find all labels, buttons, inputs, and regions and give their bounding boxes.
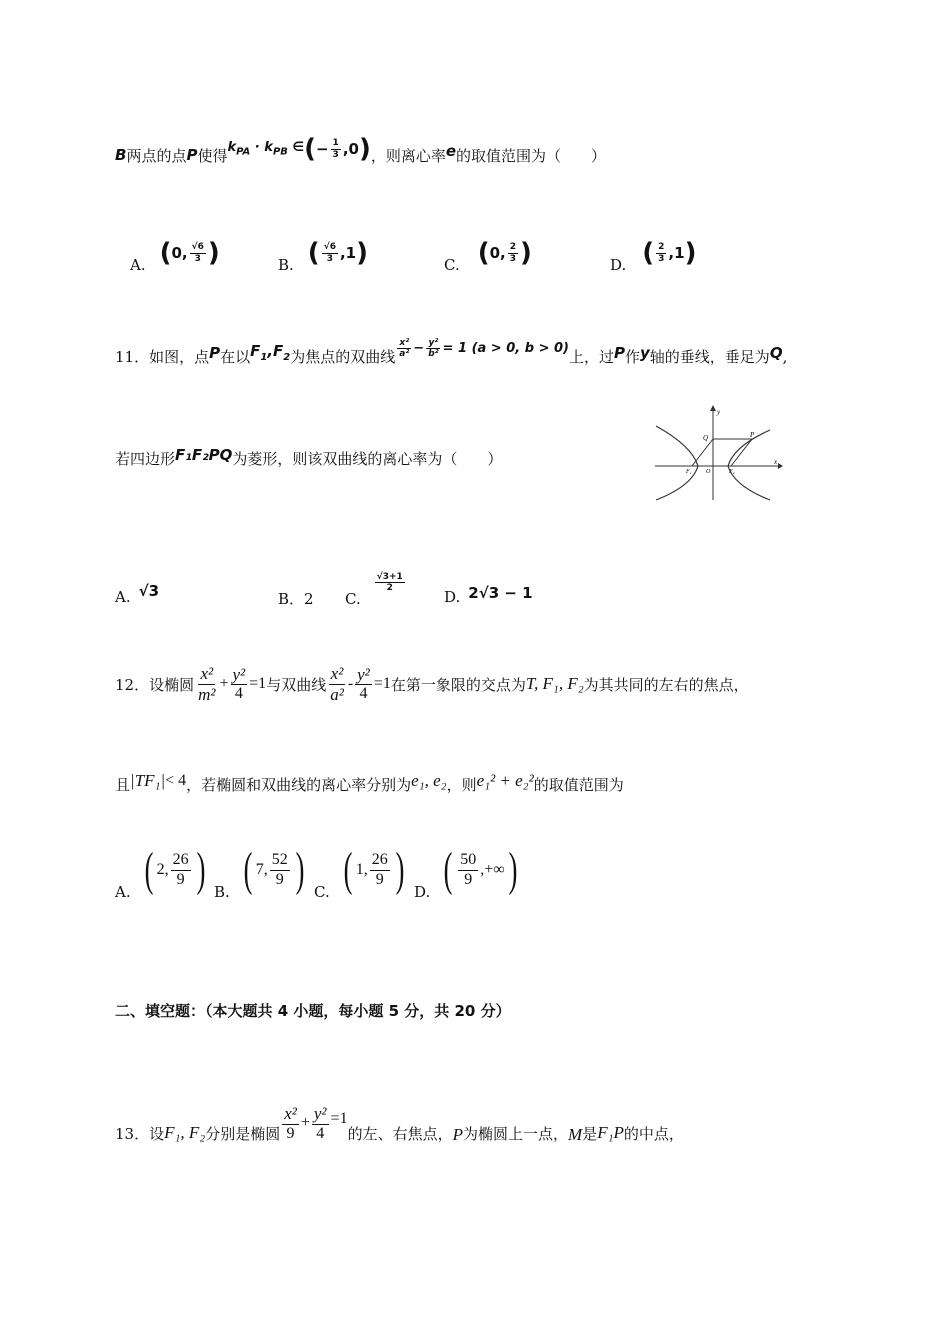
q12-option-d[interactable]: D. ( 50 9 ,+∞ )	[414, 846, 521, 894]
q12-option-b-value: ( 7, 52 9 )	[243, 843, 305, 896]
q12-option-a[interactable]: A. ( 2, 26 9 )	[115, 846, 209, 894]
point-p: P	[209, 343, 221, 362]
eccentricities: e₁, e₂	[411, 770, 447, 790]
hyperbola-equation: x² a² − $\frac{\text{y²}}{\text{b²}}$ = 1 (a > 0, b > 0)	[399, 338, 569, 360]
eccentricity-e: e	[445, 142, 457, 160]
q11-stem-line-2: 若四边形 F₁F₂PQ 为菱形，则该双曲线的离心率为（ ）	[115, 445, 503, 468]
q10-option-a[interactable]: A. ( 0, √6 3 )	[130, 238, 220, 274]
q10-option-a-value: ( 0, √6 3 )	[159, 238, 220, 268]
q12-option-c[interactable]: C. ( 1, 26 9 )	[314, 846, 408, 894]
q11-option-c-value: √3+1 2	[376, 572, 403, 594]
q10-option-c-value: ( 0, 2 3 )	[477, 238, 532, 268]
q12-option-a-value: ( 2, 26 9 )	[144, 843, 205, 896]
hyperbola-y-term: $\frac{\text{y²}}{4}$	[357, 664, 370, 703]
q10-option-d-value: ( 2 3 ,1 )	[642, 238, 697, 268]
q10-option-d[interactable]: D. ( 2 3 ,1 )	[610, 238, 697, 274]
ellipse-y-term: $\frac{\text{y²}}{4}$	[313, 1104, 327, 1142]
q10-text-4: 的取值范围为（ ）	[456, 146, 607, 165]
foci-f1-f2: $F_1,F_2$	[250, 342, 291, 364]
q13-stem-line: 13．设 F₁, F₂ 分别是椭圆 x² 9 + $\frac{\text{y²}}{4}$ =1 的左、右焦点， P 为椭圆上一点， M 是 F₁P 的中点，	[115, 1104, 684, 1145]
hyperbola-figure	[652, 402, 784, 502]
abs-tf1: |TF₁|	[130, 770, 166, 790]
q12-option-c-value: ( 1, 26 9 )	[343, 843, 405, 896]
q12-stem-line-1: 12．设椭圆 x² m² + $\frac{\text{y²}}{4}$ =1 与双曲线 x² a² - $\frac{\text{y²}}{4}$ =1 在第一象限的交点为 T, F₁, F₂ 为其共同的左右的焦点，	[115, 664, 749, 704]
ellipse-x-term: x² 9	[284, 1104, 297, 1142]
x-axis-arrow	[778, 463, 783, 469]
point-b: B	[115, 146, 127, 164]
axis-y: y	[640, 343, 650, 362]
fig-label-p: P	[750, 431, 755, 439]
fig-label-q: Q	[703, 434, 709, 442]
point-p: P	[452, 1125, 463, 1145]
rhombus-label: F₁F₂PQ	[175, 445, 233, 464]
q10-option-b[interactable]: B. ( √6 3 ,1 )	[278, 238, 368, 274]
eccentricity-sum-expr: e₁² + e₂²	[476, 770, 534, 790]
point-q: Q	[769, 343, 783, 362]
q12-option-d-value: ( 50 9 ,+∞ )	[443, 843, 518, 896]
fig-label-x: x	[774, 458, 778, 466]
q12-option-b[interactable]: B. ( 7, 52 9 )	[214, 846, 308, 894]
q10-text-3: ，则离心率	[370, 146, 446, 165]
hyperbola-left-branch	[656, 426, 698, 500]
q11-option-d[interactable]: D. 2√3 − 1	[444, 584, 533, 606]
foci-f1-f2: F₁, F₂	[164, 1123, 206, 1143]
point-p: P	[186, 146, 198, 164]
q11-option-b[interactable]: B．2	[278, 590, 314, 608]
q10-option-b-value: ( √6 3 ,1 )	[307, 238, 368, 268]
q11-option-c[interactable]: C. √3+1 2	[345, 572, 403, 608]
q11-stem-line-1: 11．如图，点 P 在以 $F_1,F_2$ 为焦点的双曲线 x² a² − $\frac{\text{y²}}{\text{b²}}$ = 1 (a > 0, b > 0) 上，过 P 作 y 轴的垂线，垂足为 Q ,	[115, 338, 788, 367]
rhombus-f1f2pq	[692, 439, 752, 466]
q11-option-a[interactable]: A. √3	[115, 582, 160, 606]
hyperbola-right-branch	[728, 430, 770, 500]
slope-interval: ( − $\frac{1}{3}$ ,0 )	[304, 134, 371, 164]
hyperbola-x-term: x² a²	[330, 664, 344, 704]
q10-stem-line	[115, 134, 607, 170]
q12-stem-line-2: 且 |TF₁| < 4 ，若椭圆和双曲线的离心率分别为 e₁, e₂ ，则 e₁² + e₂² 的取值范围为	[115, 770, 624, 794]
fig-label-f2: F₂	[729, 469, 735, 475]
y-axis-arrow	[710, 405, 716, 411]
slope-product: $k_{PA} \cdot k_{PB}$ ∈	[227, 140, 305, 158]
section-heading-fill-in: 二、填空题：（本大题共 4 小题，每小题 5 分，共 20 分）	[115, 1002, 511, 1020]
fig-label-y: y	[717, 408, 721, 416]
segment-f1p: F₁P	[597, 1123, 624, 1143]
q10-text-2: 使得	[197, 146, 228, 165]
point-m: M	[568, 1125, 583, 1145]
q10-text-1: 两点的点	[126, 146, 187, 165]
ellipse-x-term: x² m²	[198, 664, 216, 704]
ellipse-y-term: $\frac{\text{y²}}{4}$	[232, 664, 246, 703]
fraction-one-third: $\frac{1}{3}$	[332, 138, 339, 160]
fig-label-f1: F₁	[686, 469, 692, 475]
fig-label-o: O	[706, 469, 711, 475]
points-t-f1-f2: T, F₁, F₂	[525, 674, 584, 694]
q10-option-c[interactable]: C. ( 0, 2 3 )	[444, 238, 532, 274]
